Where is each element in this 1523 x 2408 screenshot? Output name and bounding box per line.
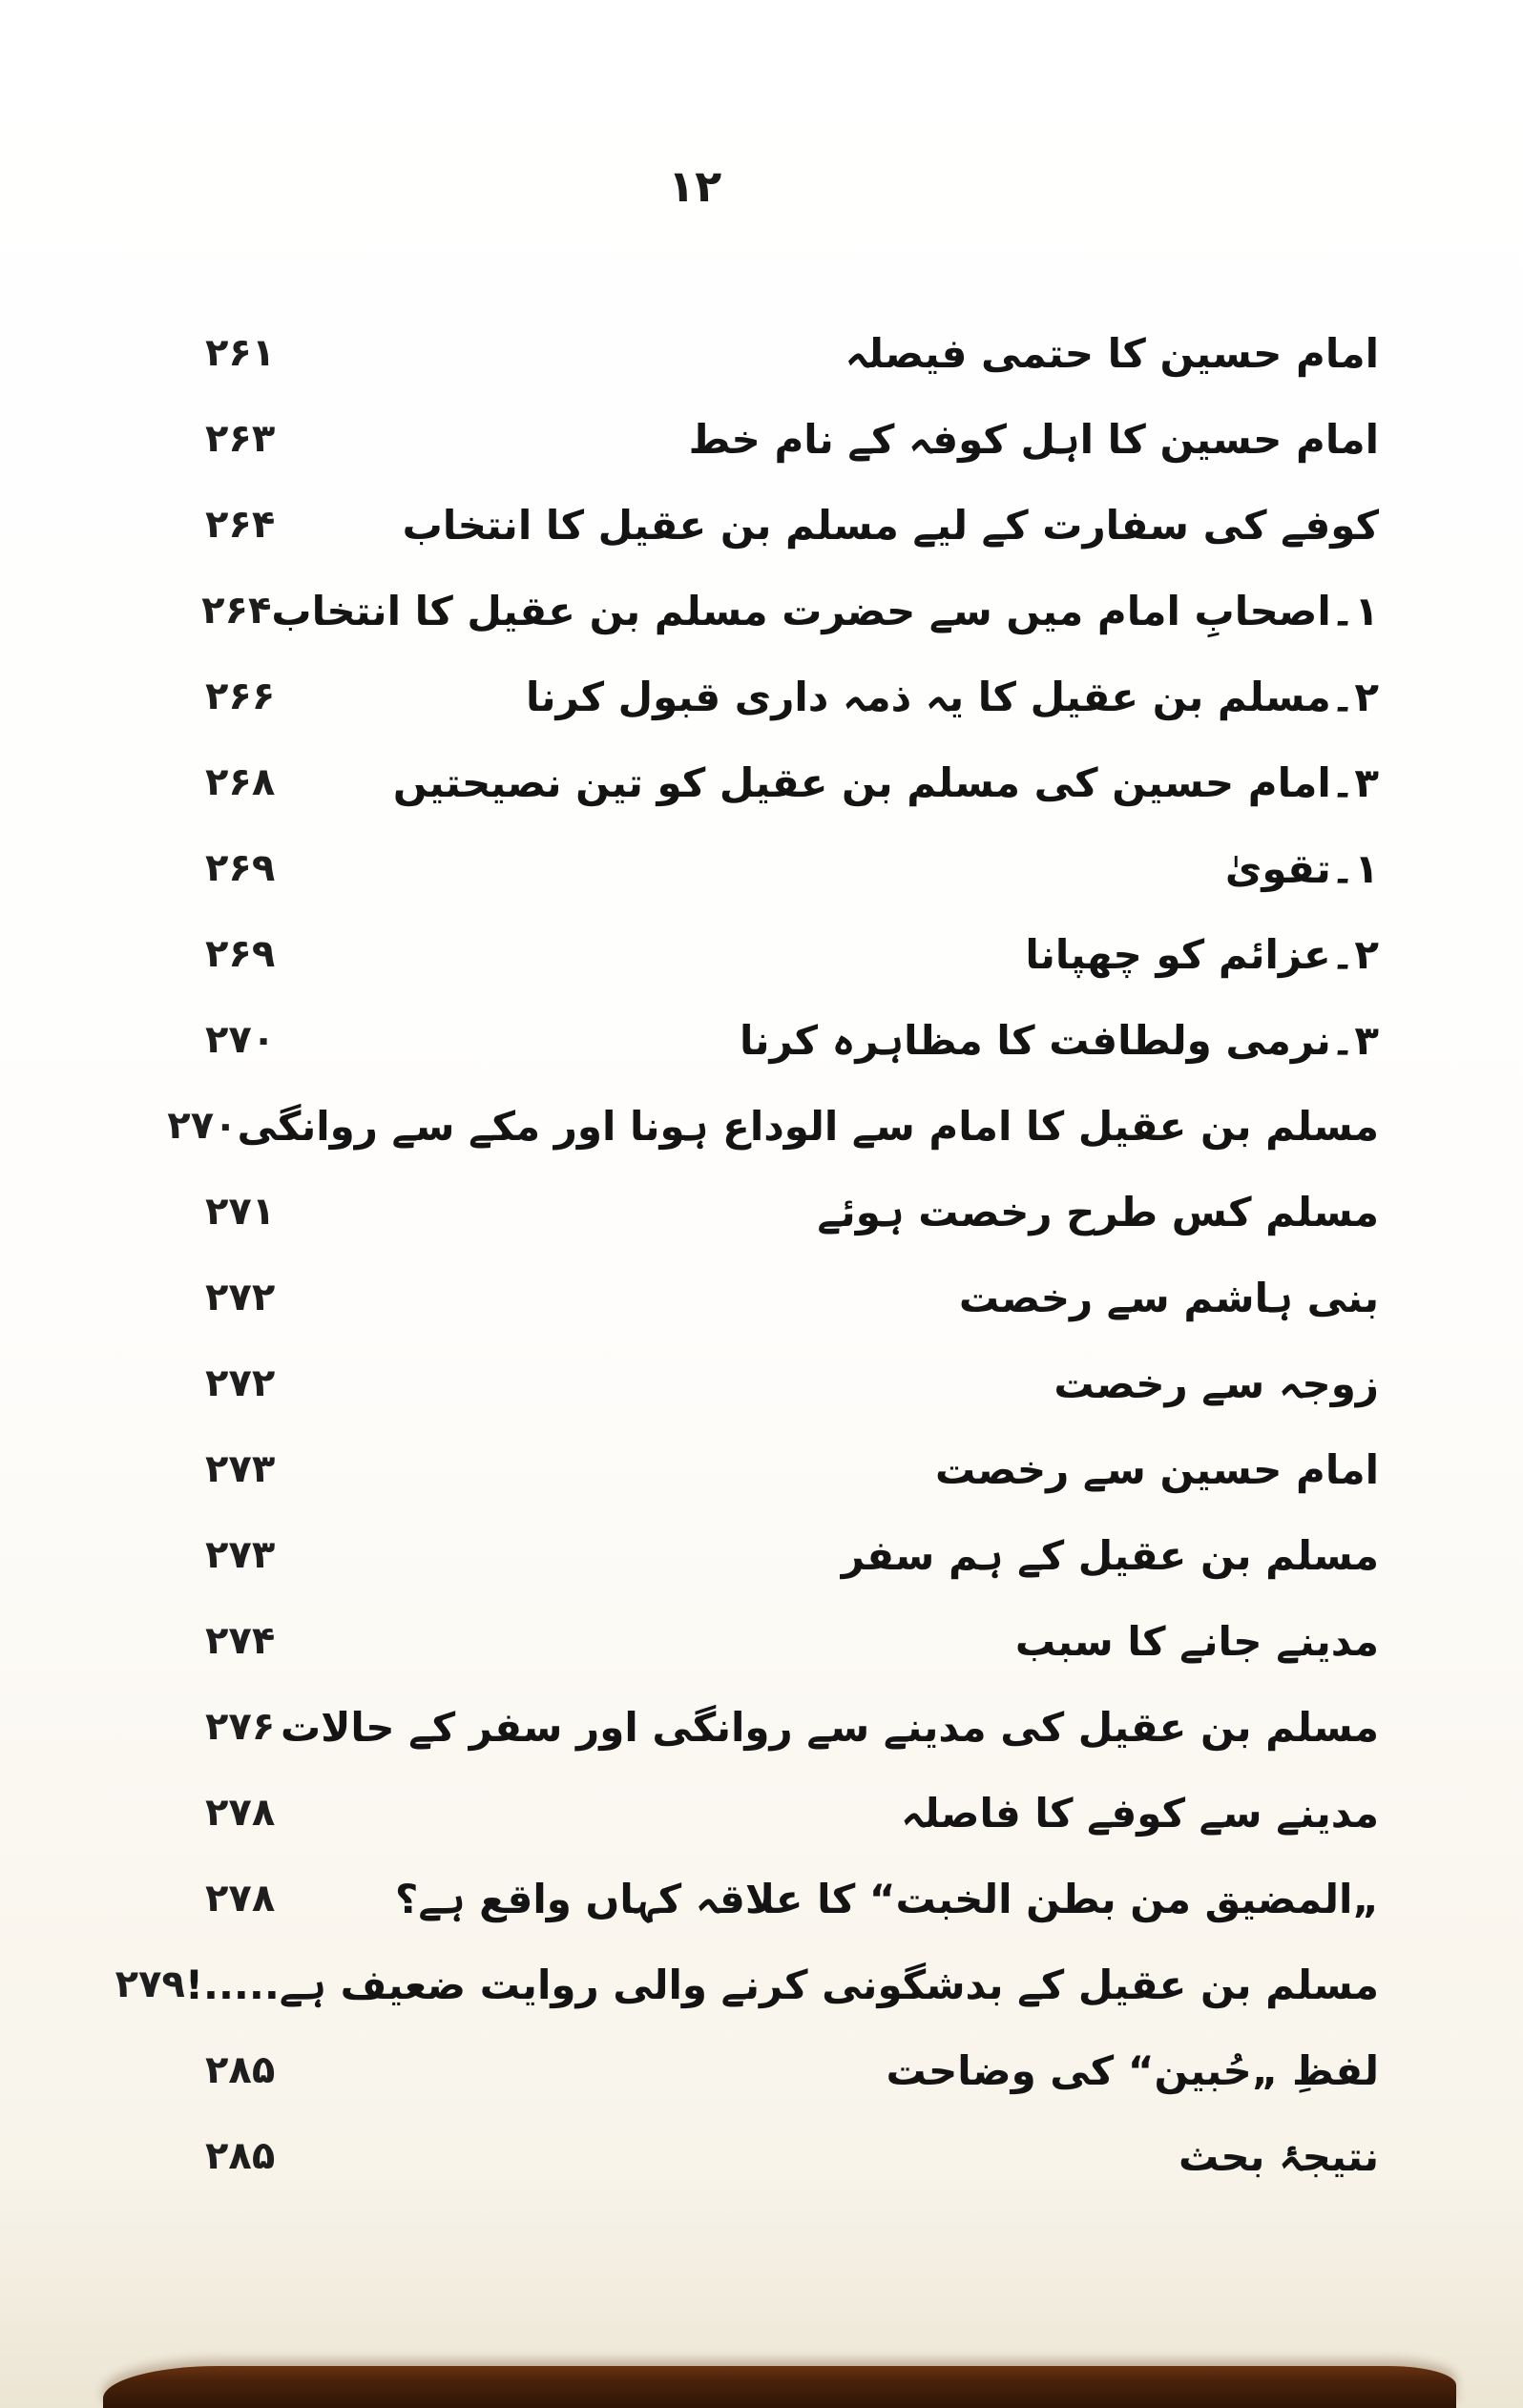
toc-entry bbox=[203, 2113, 1379, 2199]
toc-entry-title: ۱۔تقویٰ bbox=[1224, 844, 1379, 892]
toc-entry-page-number: ۲۶۸ bbox=[205, 760, 276, 804]
toc-entry-title: مسلم بن عقیل کے بدشگونی کرنے والی روایت ضعیف ہے.....! bbox=[184, 1961, 1379, 2008]
toc-entry-page-number: ۲۸۵ bbox=[205, 2134, 276, 2178]
toc-entry-title: „المضیق من بطن الخبت“ کا علاقہ کہاں واقع ہے؟ bbox=[394, 1875, 1379, 1922]
toc-entry-page-number: ۲۷۲ bbox=[205, 1361, 276, 1405]
toc-entry bbox=[203, 1598, 1379, 1684]
toc-entry-page-number: ۲۶۳ bbox=[205, 417, 276, 461]
toc-entry-page-number: ۲۶۴ bbox=[205, 503, 276, 547]
toc-entry-title: امام حسین کا اہل کوفہ کے نام خط bbox=[688, 415, 1379, 463]
toc-entry-title: ۲۔مسلم بن عقیل کا یہ ذمہ داری قبول کرنا bbox=[525, 673, 1379, 720]
page-number: ۱۲ bbox=[668, 160, 722, 212]
toc-entry-title: مسلم بن عقیل کا امام سے الوداع ہونا اور مکے سے روانگی bbox=[237, 1102, 1379, 1150]
toc-entry-page-number: ۲۶۴ bbox=[201, 589, 272, 633]
toc-entry bbox=[203, 1340, 1379, 1426]
toc-entry bbox=[203, 1169, 1379, 1255]
toc-entry-title: نتیجۂ بحث bbox=[1178, 2132, 1379, 2180]
toc-entry-title: مدینے جانے کا سبب bbox=[1014, 1617, 1379, 1665]
toc-entry-page-number: ۲۶۱ bbox=[205, 331, 276, 375]
toc-entry-title: مسلم بن عقیل کے ہم سفر bbox=[841, 1531, 1379, 1579]
toc-entry bbox=[203, 396, 1379, 482]
toc-entry-page-number: ۲۷۱ bbox=[205, 1190, 276, 1234]
toc-entry bbox=[167, 1083, 1379, 1169]
toc-entry bbox=[203, 2027, 1379, 2113]
toc-entry-page-number: ۲۷۰ bbox=[205, 1018, 276, 1062]
toc-entry-title: ۳۔نرمی ولطافت کا مظاہرہ کرنا bbox=[740, 1016, 1379, 1064]
toc-entry-page-number: ۲۷۴ bbox=[205, 1619, 276, 1663]
toc-entry-title: مسلم بن عقیل کی مدینے سے روانگی اور سفر کے حالات bbox=[280, 1703, 1379, 1751]
toc-entry-title: ۲۔عزائم کو چھپانا bbox=[1025, 930, 1379, 978]
toc-entry bbox=[203, 482, 1379, 568]
toc-entry bbox=[203, 568, 1379, 654]
toc-entry bbox=[203, 911, 1379, 997]
toc-entry-page-number: ۲۶۹ bbox=[205, 846, 276, 890]
toc-entry-title: کوفے کی سفارت کے لیے مسلم بن عقیل کا انتخاب bbox=[402, 501, 1379, 549]
toc-entry bbox=[203, 1255, 1379, 1340]
toc-entry-page-number: ۲۷۶ bbox=[205, 1705, 276, 1749]
toc-entry-page-number: ۲۸۵ bbox=[205, 2048, 276, 2092]
toc-entry-title: ۱۔اصحابِ امام میں سے حضرت مسلم بن عقیل کا انتخاب bbox=[271, 587, 1379, 634]
toc-entry-title: زوجہ سے رخصت bbox=[1054, 1360, 1379, 1407]
toc-entry bbox=[203, 1770, 1379, 1856]
toc-entry-title: امام حسین کا حتمی فیصلہ bbox=[845, 329, 1379, 377]
toc-entry bbox=[115, 1941, 1379, 2027]
toc-entry-title: بنی ہاشم سے رخصت bbox=[958, 1274, 1379, 1321]
toc-entry-page-number: ۲۶۹ bbox=[205, 932, 276, 976]
toc-entry-page-number: ۲۷۲ bbox=[205, 1276, 276, 1319]
table-of-contents bbox=[115, 310, 1379, 2199]
toc-entry bbox=[203, 654, 1379, 739]
toc-entry bbox=[203, 1426, 1379, 1512]
toc-entry bbox=[203, 1512, 1379, 1598]
toc-entry bbox=[203, 310, 1379, 396]
book-cover-edge bbox=[1439, 0, 1523, 2408]
toc-entry bbox=[203, 825, 1379, 911]
toc-entry-title: ۳۔امام حسین کی مسلم بن عقیل کو تین نصیحتیں bbox=[392, 758, 1379, 806]
toc-entry-page-number: ۲۶۶ bbox=[205, 675, 276, 718]
toc-entry-title: لفظِ „حُبین“ کی وضاحت bbox=[886, 2046, 1379, 2094]
toc-entry-page-number: ۲۷۳ bbox=[205, 1447, 276, 1491]
toc-entry-title: امام حسین سے رخصت bbox=[935, 1445, 1379, 1493]
toc-entry-page-number: ۲۷۸ bbox=[205, 1791, 276, 1835]
toc-entry-page-number: ۲۷۸ bbox=[205, 1877, 276, 1920]
toc-entry bbox=[203, 997, 1379, 1083]
toc-entry bbox=[203, 1684, 1379, 1770]
toc-entry-page-number: ۲۷۰ bbox=[167, 1104, 238, 1148]
toc-entry-title: مدینے سے کوفے کا فاصلہ bbox=[901, 1789, 1379, 1837]
toc-entry bbox=[203, 739, 1379, 825]
toc-entry-page-number: ۲۷۹ bbox=[115, 1962, 185, 2006]
toc-entry-page-number: ۲۷۳ bbox=[205, 1533, 276, 1577]
page-bottom-shadow bbox=[103, 2366, 1456, 2408]
toc-entry bbox=[203, 1856, 1379, 1941]
toc-entry-title: مسلم کس طرح رخصت ہوئے bbox=[817, 1188, 1379, 1235]
